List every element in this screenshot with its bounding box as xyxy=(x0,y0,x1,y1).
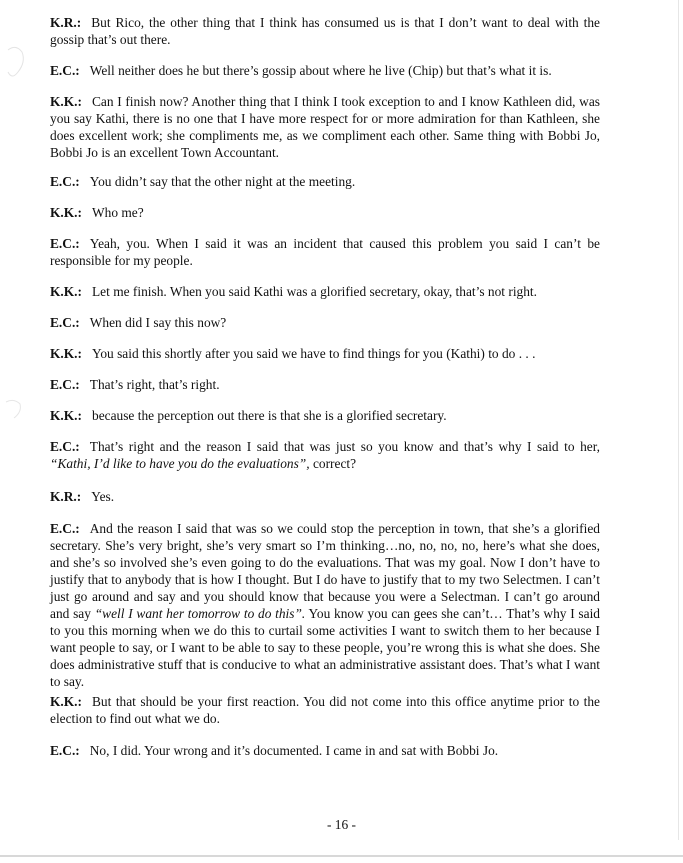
paragraph-text: Who me? xyxy=(92,205,144,220)
speaker-label: K.K.: xyxy=(50,346,82,361)
paragraph-text: But Rico, the other thing that I think has consumed us is that I don’t want to deal with the gossip that’s out there. xyxy=(50,15,600,47)
scan-smudge xyxy=(2,396,26,422)
transcript-paragraph xyxy=(50,345,600,362)
paragraph-text: That’s right and the reason I said that was just so you know and that’s why I said to her, xyxy=(89,439,600,454)
speaker-label: E.C.: xyxy=(50,63,80,78)
paragraph-text: That’s right, that’s right. xyxy=(89,377,220,392)
transcript-paragraph xyxy=(50,438,600,472)
transcript-paragraph xyxy=(50,204,600,221)
transcript-paragraph xyxy=(50,235,600,269)
paragraph-text: Yes. xyxy=(91,489,115,504)
page-bottom-border xyxy=(0,855,683,857)
transcript-paragraph xyxy=(50,520,600,690)
transcript-paragraph xyxy=(50,376,600,393)
paragraph-text: When did I say this now? xyxy=(89,315,227,330)
speaker-label: E.C.: xyxy=(50,315,80,330)
transcript-paragraph xyxy=(50,693,600,727)
transcript-paragraph xyxy=(50,407,600,424)
paragraph-text-continued: correct? xyxy=(309,456,357,471)
transcript-paragraph xyxy=(50,742,600,759)
page-edge-line xyxy=(678,0,679,840)
paragraph-text: You said this shortly after you said we have to find things for you (Kathi) to do . . . xyxy=(92,346,536,361)
speaker-label: E.C.: xyxy=(50,743,80,758)
paragraph-text: Can I finish now? Another thing that I think I took exception to and I know Kathleen did, was you say Kathi, there is no one that I have more respect for or more admiration for than Kathleen, she does excellent work; she compliments me, as we compliment each other. Same thing with Bobbi Jo, Bobbi Jo is an excellent Town Accountant. xyxy=(50,94,600,160)
scan-smudge xyxy=(2,42,30,86)
speaker-label: K.K.: xyxy=(50,284,82,299)
speaker-label: E.C.: xyxy=(50,236,80,251)
paragraph-text: No, I did. Your wrong and it’s documented. I came in and sat with Bobbi Jo. xyxy=(89,743,499,758)
transcript-paragraph xyxy=(50,488,600,505)
speaker-label: K.K.: xyxy=(50,205,82,220)
quoted-text: “well I want her tomorrow to do this”. xyxy=(94,606,306,621)
transcript-paragraph xyxy=(50,62,600,79)
speaker-label: E.C.: xyxy=(50,521,80,536)
paragraph-text: because the perception out there is that she is a glorified secretary. xyxy=(92,408,447,423)
speaker-label: K.K.: xyxy=(50,94,82,109)
speaker-label: E.C.: xyxy=(50,377,80,392)
transcript-paragraph xyxy=(50,14,600,48)
transcript-paragraph xyxy=(50,283,600,300)
paragraph-text: And the reason I said that was so we could stop the perception in town, that she’s a glorified secretary. She’s very bright, she’s very smart so I’m thinking…no, no, no, no, here’s what she does, and she’s so involved she’s even going to do the evaluations. That was my goal. Now I don’t have to justify that to anybody that is how I thought. But I do have to justify that to my two Selectmen. I can’t just go around and say and you should know that because you were a Selectman. I can’t go around and say xyxy=(50,521,600,621)
paragraph-text: Let me finish. When you said Kathi was a glorified secretary, okay, that’s not right. xyxy=(92,284,537,299)
paragraph-text: But that should be your first reaction. You did not come into this office anytime prior to the election to find out what we do. xyxy=(50,694,600,726)
speaker-label: K.R.: xyxy=(50,489,82,504)
page-number: - 16 - xyxy=(326,817,356,832)
speaker-label: K.K.: xyxy=(50,694,82,709)
speaker-label: E.C.: xyxy=(50,439,80,454)
paragraph-text: Yeah, you. When I said it was an incident that caused this problem you said I can’t be responsible for my people. xyxy=(50,236,600,268)
transcript-paragraph xyxy=(50,173,600,190)
paragraph-text: You didn’t say that the other night at the meeting. xyxy=(89,174,356,189)
speaker-label: K.R.: xyxy=(50,15,82,30)
transcript-paragraph xyxy=(50,93,600,161)
paragraph-text-continued: You know you can gees she can’t… That’s why I said to you this morning when we do this to curtail some activities I want to switch them to her because I want people to say, or I want to be able to say to these people, you’re wrong this is what she does. She does administrative stuff that is conducive to what an administrative assistant does. That’s what I want to say. xyxy=(50,606,600,689)
paragraph-text: Well neither does he but there’s gossip about where he live (Chip) but that’s what it is. xyxy=(89,63,552,78)
quoted-text: “Kathi, I’d like to have you do the evaluations”, xyxy=(50,456,310,471)
speaker-label: K.K.: xyxy=(50,408,82,423)
speaker-label: E.C.: xyxy=(50,174,80,189)
transcript-paragraph xyxy=(50,314,600,331)
